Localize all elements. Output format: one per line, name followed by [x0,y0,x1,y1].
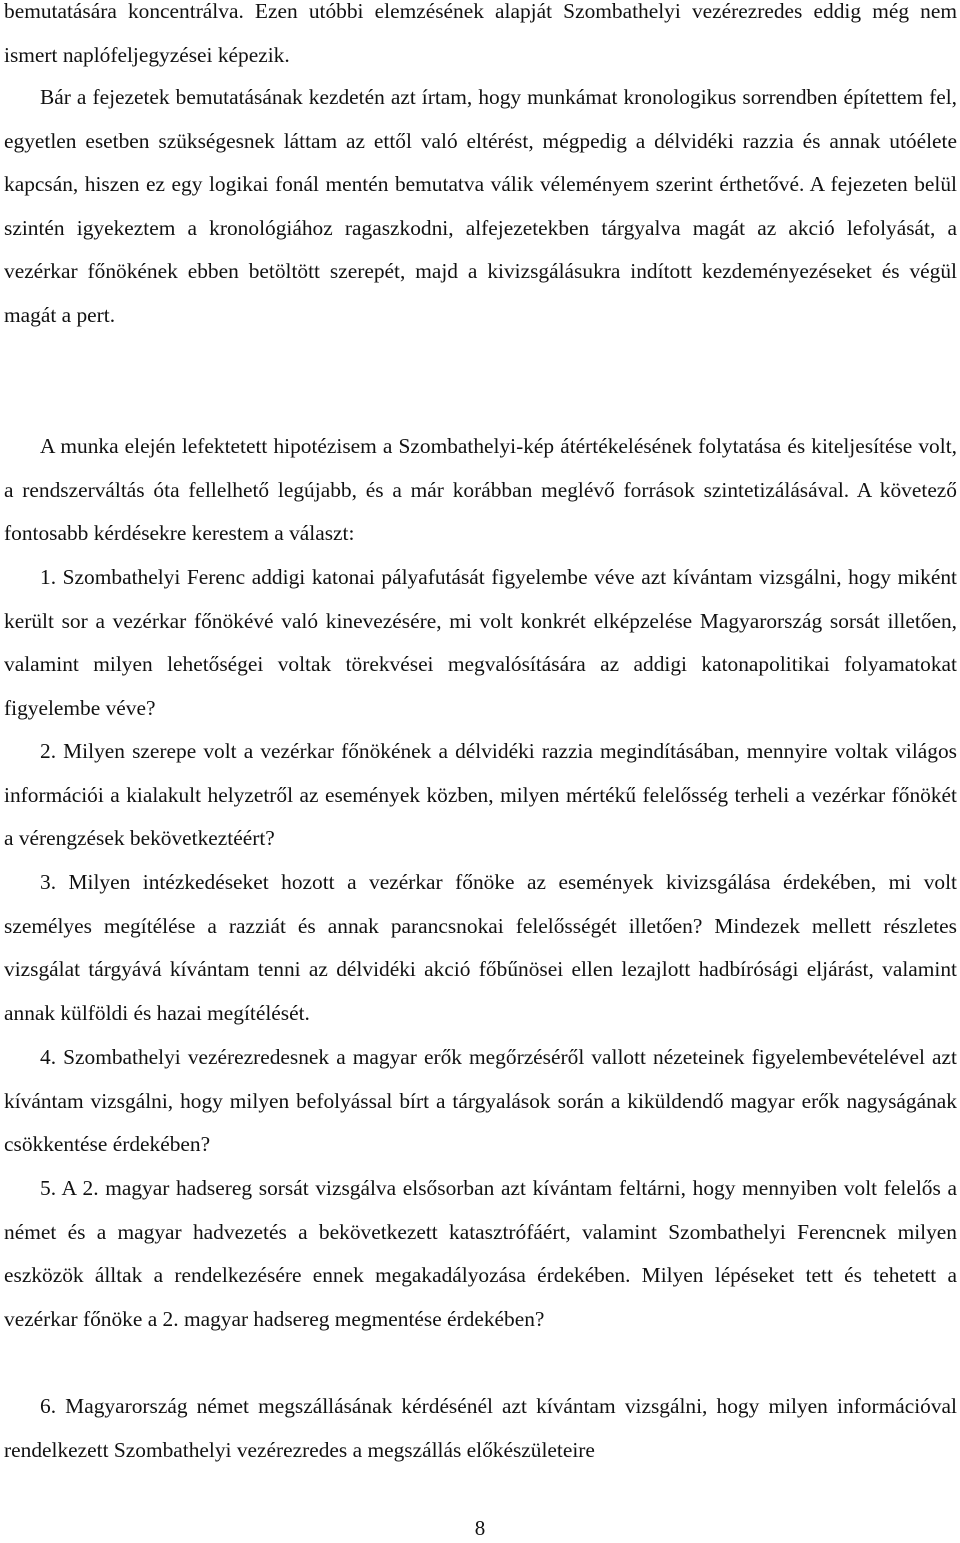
paragraph-hypothesis: A munka elején lefektetett hipotézisem a Szombathelyi-kép átértékelésének folytatása és kiteljesítése volt, a rendszerváltás óta fellelhető legújabb, és a már korábban meglévő források szintetizálásával. A követező fontosabb kérdésekre kerestem a választ: [4,434,957,546]
research-question-4: 4. Szombathelyi vezérezredesnek a magyar erők megőrzéséről vallott nézeteinek figyelembevételével azt kívántam vizsgálni, hogy milyen befolyással bírt a tárgyalások során a kiküldendő magyar erők nagyságának csökkentése érdekében? [4,1045,957,1157]
page-number: 8 [474,1516,486,1540]
research-question-5: 5. A 2. magyar hadsereg sorsát vizsgálva elsősorban azt kívántam feltárni, hogy mennyiben volt felelős a német és a magyar hadvezetés a bekövetkezett katasztrófáért, valamint Szombathelyi Ferencnek milyen eszközök álltak a rendelkezésére ennek megakadályozása érdekében. Milyen lépéseket tett és tehetett a vezérkar főnöke a 2. magyar hadsereg megmentése érdekében? [4,1176,957,1331]
research-question-6: 6. Magyarország német megszállásának kérdésénél azt kívántam vizsgálni, hogy milyen információval rendelkezett Szombathelyi vezérezredes a megszállás előkészületeire [4,1394,957,1462]
research-question-1: 1. Szombathelyi Ferenc addigi katonai pályafutását figyelembe véve azt kívántam vizsgálni, hogy miként került sor a vezérkar főnökévé való kinevezésére, mi volt konkrét elképzelése Magyarország sorsát illetően, valamint milyen lehetőségei voltak törekvései megvalósítására az addigi katonapolitikai folyamatokat figyelembe véve? [4,565,957,720]
paragraph-continuation: bemutatására koncentrálva. Ezen utóbbi elemzésének alapját Szombathelyi vezérezredes eddig még nem ismert naplófeljegyzései képezik. [4,0,957,67]
research-question-3: 3. Milyen intézkedéseket hozott a vezérkar főnöke az események kivizsgálása érdekében, mi volt személyes megítélése a razziát és annak parancsnokai felelősségét illetően? Mindezek mellett részletes vizsgálat tárgyává kívántam tenni az délvidéki akció főbűnösei ellen lezajlott hadbírósági eljárást, valamint annak külföldi és hazai megítélését. [4,870,957,1025]
paragraph-structure: Bár a fejezetek bemutatásának kezdetén azt írtam, hogy munkámat kronologikus sorrendben építettem fel, egyetlen esetben szükségesnek láttam az ettől való eltérést, mégpedig a délvidéki razzia és annak utóélete kapcsán, hiszen ez egy logikai fonál mentén bemutatva válik véleményem szerint érthetővé. A fejezeten belül szintén igyekeztem a kronológiához ragaszkodni, alfejezetekben tárgyalva magát az akció lefolyását, a vezérkar főnökének ebben betöltött szerepét, majd a kivizsgálásukra indított kezdeményezéseket és végül magát a pert. [4,85,957,327]
research-question-2: 2. Milyen szerepe volt a vezérkar főnökének a délvidéki razzia megindításában, mennyire voltak világos információi a kialakult helyzetről az események közben, milyen mértékű felelősség terheli a vezérkar főnökét a vérengzések bekövetkeztéért? [4,739,957,851]
